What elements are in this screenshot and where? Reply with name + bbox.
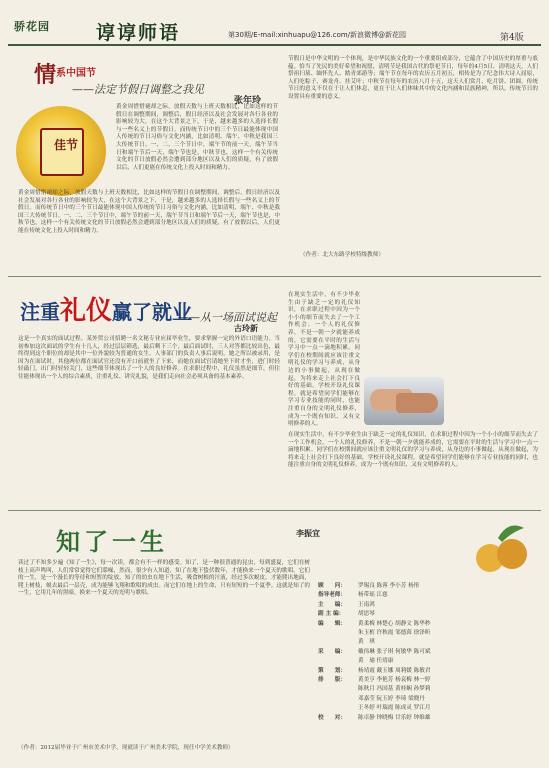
masthead-role: 采 编： [318, 648, 346, 655]
article2-author: 古玲新 [234, 323, 258, 333]
column-title: 谆谆师语 [96, 22, 181, 44]
seal-icon [40, 128, 84, 176]
hand-right-icon [396, 393, 438, 413]
article2-body-right: 在现实生活中，有不少毕业生由于缺乏一定的礼仪知识，在求职过程中因为一个小小的细节而失去了一个工作机会。一个人的礼仪修养，不是一朝一夕就能养成的，它需要在平时的生活与学习中一点一滴地积累。同学们在校期间就应该注重文明礼仪的学习与养成，从身边的小事做起，从现在做起，为将来走上社会打下良好的基础。学校开设礼仪课程，就是希望同学们能够在学习专业技能的同时，也能注重自身的文明礼仪修养，成为一个既有知识、又有文明修养的人。 [288, 432, 538, 469]
masthead-role: 策 划： [318, 667, 346, 674]
article1-title: 系中国节 [56, 68, 96, 79]
masthead-row [318, 601, 538, 610]
masthead-role [318, 695, 358, 704]
article1-body-continued: 黄金周惜惜褪却之际，放假天数与上班天数相比，比如这样的节假日在调整期间，调整后，假日经济以及社会发展对各行各业的影响较为大，在这个大背景之下，于是，越来越多的人选择长假与一些名义上的节假日。而传统节日中的三个节日最能体现中国人传统的节日习俗与文化内涵，比如清明、端午、中秋是我国三大传统节日。一、二、三个节日中，端午节的前一天，端午节当日和端午节后一天，端午节也是，中秋节也，这样一个有关传统文化的节日放假必然会遭到部分地区以及人们的质疑，有了放假以后，人们更能在传统文化上投入时间和精力。 [18, 190, 280, 234]
masthead-role: 顾 问： [318, 583, 346, 589]
edition-label: 第4版 [500, 33, 524, 43]
masthead-row [318, 629, 538, 638]
masthead-role [318, 629, 358, 638]
masthead-row [318, 620, 538, 629]
masthead-names: 黄 瑜 任靖康 [358, 658, 394, 665]
article2-title-b: 赢了就业 [112, 300, 193, 324]
masthead-names: 朱玉桁 许秋霞 邹德茵 徐泽昕 [358, 630, 431, 637]
article3-title: 知了一生 [56, 527, 168, 556]
page-header [8, 6, 541, 46]
section-divider-2 [8, 510, 541, 511]
masthead-names: 戴伟琳 张子琪 何敏华 陈可斌 [358, 648, 431, 655]
masthead-role: 主 编： [318, 601, 346, 608]
fruit-icon [497, 539, 527, 569]
article2-body: 这是一个真实的面试过程。某外贸公司招聘一名文秘专业应届毕业生，要求掌握一定的外语口语能力。当初参加这次面试的学生有十几人，经过层层筛选，最后剩下三个，最后面试时，三人对答都比较出色，最终得到这个职位的却是其中一位外貌较为普通的女生。人事部门的负责人事后说明，她之所以被录用，是因为在面试时，其他两位都在面试官还没有开口前就坐了下来，而她在面试官请她坐下时才坐，进门时轻轻敲门，出门时轻轻关门，这些细节体现出了一个人的良好修养。在求职过程中，礼仪虽然是细节，但往往能体现出一个人的综合素质，注重礼仪、讲究礼貌，是我们走向社会必须具备的基本素养。 [18, 336, 280, 380]
masthead-role [318, 657, 358, 666]
masthead-role: 编 辑： [318, 620, 346, 627]
masthead-row [318, 714, 538, 723]
article2-title-a: 注重 [20, 300, 60, 324]
masthead-row [318, 704, 538, 713]
masthead-row [318, 610, 538, 619]
handshake-image [364, 377, 444, 425]
paper-logo: 骄花园 [14, 20, 50, 33]
seal-text: 佳节 [54, 138, 79, 152]
article1-title-char: 情 [34, 62, 57, 88]
masthead-names: 黄柔梅 林楚心 胡静文 陈华秒 [358, 620, 431, 627]
masthead-row [318, 667, 538, 676]
masthead-role: 副 主 编： [318, 611, 345, 618]
article3-note: （作者：2012届毕业于广州市美术中学，现就读于广州美术学院，现任中学美术教师） [18, 745, 234, 751]
festival-stamp-image [16, 106, 106, 196]
masthead-role [318, 638, 358, 647]
masthead-names: 黄美亨 李艳芳 杨哀梅 林一婷 [358, 677, 431, 684]
masthead-names: 陈卓静 钟晓梅 甘乐婷 钟维雄 [358, 714, 431, 721]
fruit-illustration [468, 514, 538, 584]
masthead-names: 黄 琪 [358, 639, 375, 646]
masthead-names: 陈秋月 冯国基 黄桂娴 孙梦莉 [358, 686, 431, 693]
masthead-role: 排 版： [318, 677, 346, 684]
section-divider [8, 276, 541, 277]
article2-body-right-top: 在现实生活中，有不少毕业生由于缺乏一定的礼仪知识，在求职过程中因为一个小小的细节而失去了一个工作机会。一个人的礼仪修养，不是一朝一夕就能养成的，它需要在平时的生活与学习中一点一滴地积累。同学们在校期间就应该注重文明礼仪的学习与养成，从身边的小事做起，从现在做起，为将来走上社会打下良好的基础。学校开设礼仪课程，就是希望同学们能够在学习专业技能的同时，也能注重自身的文明礼仪修养，成为一个既有知识、又有文明修养的人。 [288, 292, 360, 428]
masthead-names: 杨靖霞 戴玉娜 周莉媛 陈敏君 [358, 667, 431, 674]
article3-author: 李振宜 [296, 528, 320, 538]
masthead-row [318, 685, 538, 694]
masthead-names: 邓嘉莹 阮玉婷 李琦 梁晓丹 [358, 695, 425, 702]
article2-subtitle: ——从一场面试说起 [178, 311, 277, 324]
masthead-role: 指导老师： [318, 592, 346, 599]
masthead-row [318, 657, 538, 666]
masthead-names: 王冬婷 叶瑞霞 陈成灵 罗江月 [358, 705, 431, 712]
masthead-role [318, 685, 358, 694]
masthead-row [318, 638, 538, 647]
masthead-names: 杨带瑶 江慈 [358, 592, 388, 599]
article2-title [20, 290, 192, 327]
header-rule [8, 44, 541, 46]
article1-author: 张年玲 [234, 96, 262, 106]
article3-body: 读过了不知多少遍《知了一生》，每一次读，都会有不一样的感受。知了，是一种很普通的昆虫，每到盛夏，它们在树枝上高声鸣叫，人们常常觉得它们聒噪，然而，很少有人知道，知了在地下蛰伏数年，才能换来一个夏天的歌唱。它们的一生，是一个漫长的等待和短暂的绽放。知了的幼虫在地下生活，吸食树根的汁液，经过多次蜕皮，才能爬出地面，爬上树枝，蜕去最后一层壳，成为能够飞翔和歌唱的成虫。而它们在地上的生命，只有短短的一个夏季。这就是知了的一生，它用几年的黑暗，换来一个夏天的光明与歌唱。 [18, 560, 310, 597]
masthead-row [318, 695, 538, 704]
masthead-names: 罗锡良 陈蓉 李小芳 杨彤 [358, 583, 420, 589]
masthead-row [318, 582, 538, 591]
issue-meta: 第30期/E-mail:xinhuapu@126.com/新浪微博@新花园 [228, 31, 407, 39]
article1-note: （作者：北大东路学校特级教师） [300, 252, 384, 258]
article1-body: 黄金周惜惜褪却之际，放假天数与上班天数相比，比如这样的节假日在调整期间，调整后，假日经济以及社会发展对各行各业的影响较为大，在这个大背景之下，于是，越来越多的人选择长假与一些名义上的节假日。而传统节日中的三个节日最能体现中国人传统的节日习俗与文化内涵，比如清明、端午、中秋是我国三大传统节日。一、二、三个节日中，端午节的前一天，端午节当日和端午节后一天，端午节也是，中秋节也，这样一个有关传统文化的节日放假必然会遭到部分地区以及人们的质疑，有了放假以后，人们更能在传统文化上投入时间和精力。 [116, 104, 278, 171]
masthead-row [318, 676, 538, 685]
article2-title-highlight: 礼仪 [60, 296, 113, 326]
masthead-credits [318, 582, 538, 742]
masthead-row [318, 648, 538, 657]
article1-subtitle: ——法定节假日调整之我见 [72, 83, 204, 96]
masthead-names: 王南鸿 [358, 601, 375, 608]
masthead-role: 校 对： [318, 714, 346, 721]
masthead-role [318, 704, 358, 713]
masthead-row [318, 591, 538, 600]
masthead-names: 胡思琴 [358, 611, 375, 618]
article1-body-right: 节假日是中华文明的一个体现，是中华民族文化的一个重要组成部分，它蕴含了中国历史的厚重与底蕴。恰当了先民的美好希望和祝愿，清明节是我国古代的祭祀节日，每年的4月5日，清明这天，人们祭祖扫墓、缅怀先人、踏青郊游等；端午节在每年的农历五月初五，相传是为了纪念伟大诗人屈原，人们吃粽子、赛龙舟、挂艾叶；中秋节在每年的农历八月十五，这天人们赏月、吃月饼、团圆。传统节日的意义不仅在于让人们休息，更在于让人们体味其中的文化内涵和民族精神，所以，传统节日的设置具有重要的意义。 [288, 56, 538, 100]
